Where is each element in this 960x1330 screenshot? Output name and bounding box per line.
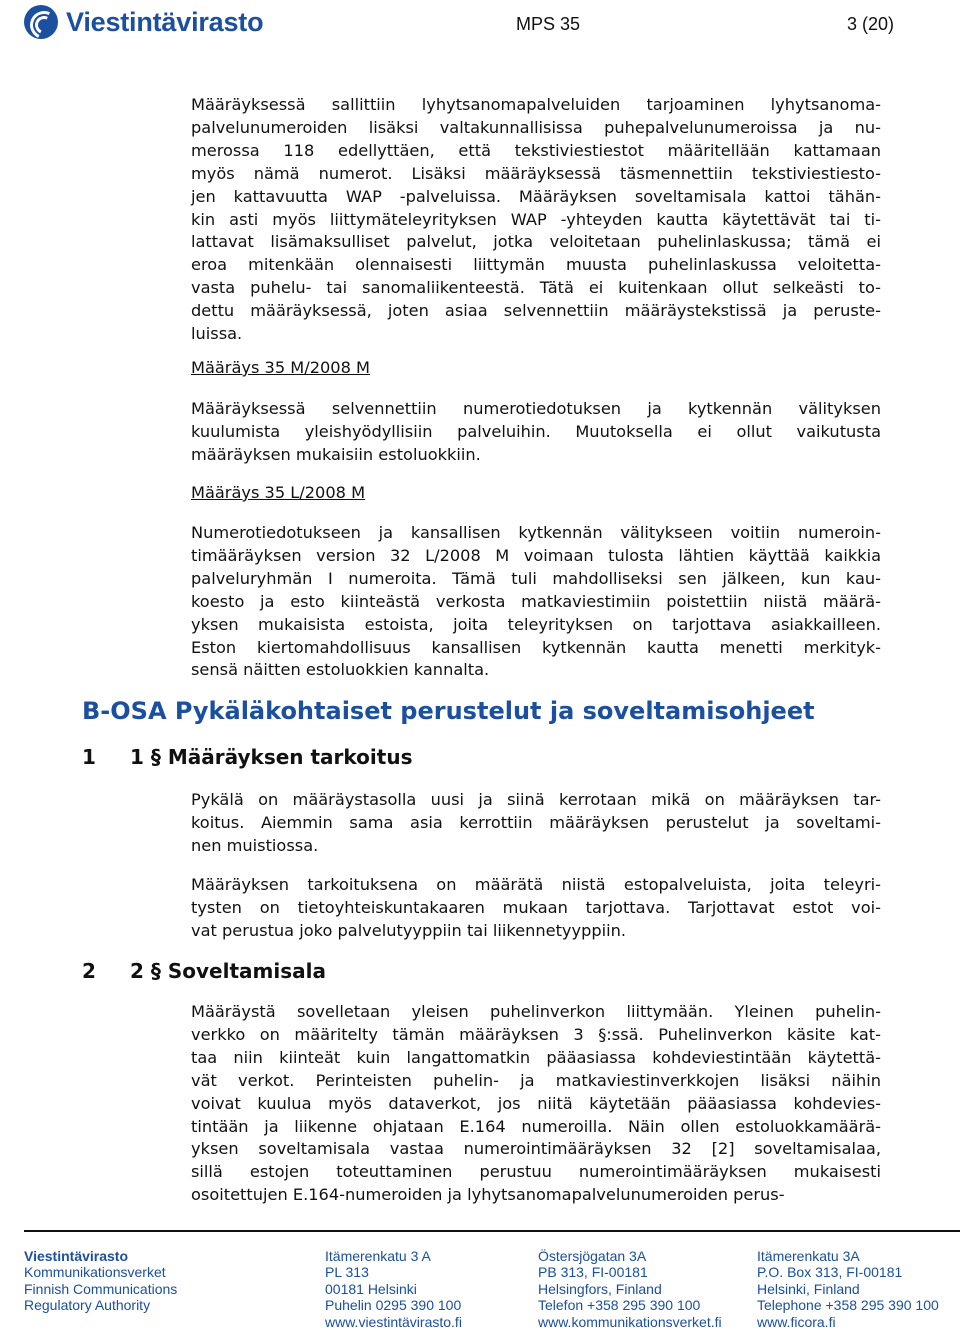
footer-text: PB 313, FI-00181 [538, 1264, 648, 1281]
text-line: luissa. [191, 324, 243, 344]
text-line: eroa mitenkään olennaisesti liittymän muusta puhelinlaskussa veloitetta- [191, 255, 881, 275]
paragraph-scope [191, 1001, 881, 1207]
section-title: 2 § Soveltamisala [130, 959, 326, 983]
footer-link[interactable]: www.ficora.fi [757, 1313, 836, 1330]
text-line: voivat kuulua myös dataverkot, jos niitä käytetään pääasiassa kohdevies- [191, 1093, 881, 1113]
page-header [0, 0, 960, 50]
paragraph-purpose-1 [191, 789, 881, 858]
footer-text: Itämerenkatu 3 A [325, 1248, 431, 1264]
section-b-title: B-OSA Pykäläkohtaiset perustelut ja soveltamisohjeet [82, 697, 815, 725]
footer-link[interactable]: www.kommunikationsverket.fi [538, 1313, 722, 1330]
text-line: merossa 118 edellyttäen, että tekstiviestiestot määritellään kattamaan [191, 140, 881, 160]
text-line: palvelunumeroiden lisäksi valtakunnallisissa puhepalvelunumeroissa ja nu- [191, 117, 881, 137]
text-line: palveluryhmän I numeroita. Tämä tuli mahdolliseksi sen jälkeen, kun kau- [191, 568, 881, 588]
footer-address-sv [538, 1248, 722, 1330]
text-line: koesto ja esto kiinteästä verkosta matkaviestimiin poistettiin niistä määrä- [191, 591, 881, 611]
text-line: Eston kiertomahdollisuus kansallisen kytkennän kautta menetti merkityk- [191, 637, 881, 657]
text-line: timääräyksen version 32 L/2008 M voimaan tulosta lähtien käyttää kaikkia [191, 545, 881, 565]
footer-text: Viestintävirasto [24, 1248, 129, 1264]
footer-text: Itämerenkatu 3A [757, 1248, 860, 1264]
text-line: jen kattavuutta WAP -palveluissa. Määräyksen soveltamisala kattoi tähän- [191, 186, 881, 206]
section-1-heading [82, 745, 412, 769]
text-line: Määräystä sovelletaan yleisen puhelinverkon liittymään. Yleinen puhelin- [191, 1002, 881, 1021]
paragraph-35m [191, 398, 881, 467]
agency-logo [24, 4, 263, 40]
text-line: sillä estojen toteuttaminen perustuu numerointimääräyksen mukaisesti [191, 1162, 881, 1182]
footer-text: Kommunikationsverket [24, 1264, 166, 1281]
section-number: 1 [82, 745, 96, 769]
page-indicator: 3 (20) [846, 14, 894, 34]
logo-emblem-icon [24, 5, 58, 39]
text-line: sensä näitten estoluokkien kannalta. [191, 660, 490, 680]
text-line: Määräyksessä selvennettiin numerotiedotuksen ja kytkennän välityksen [191, 399, 881, 418]
text-line: yksen soveltamisala vastaa numerointimääräyksen 32 [2] soveltamisalaa, [191, 1139, 881, 1159]
text-line: kuulumista yleishyödyllisiin palveluihin. Muutoksella ei ollut vaikutusta [191, 421, 881, 441]
footer-text: 00181 Helsinki [325, 1280, 417, 1297]
text-line: nen muistiossa. [191, 835, 319, 855]
text-line: verkko on määritelty tämän määräyksen 3 §:ssä. Puhelinverkon käsite kat- [191, 1024, 881, 1044]
paragraph-purpose-2 [191, 874, 881, 943]
footer-text: Finnish Communications [24, 1280, 178, 1297]
text-line: Määräyksessä sallittiin lyhytsanomapalveluiden tarjoaminen lyhytsanoma- [191, 95, 881, 114]
text-line: tintään ja liikenne ohjataan E.164 numeroilla. Näin ollen estoluokkamäärä- [191, 1116, 881, 1136]
footer-text: Östersjögatan 3A [538, 1248, 647, 1264]
section-title: 1 § Määräyksen tarkoitus [130, 745, 413, 769]
text-line: dettu määräyksessä, joten asiaa selvennettiin määräystekstissä ja peruste- [191, 301, 881, 321]
text-line: Numerotiedotukseen ja kansallisen kytkennän välitykseen voitiin numeroin- [191, 523, 881, 542]
section-2-heading [82, 959, 326, 983]
paragraph-35l [191, 522, 881, 682]
footer-text: PL 313 [325, 1264, 369, 1281]
text-line: yksen mukaisista estoista, joita teleyrityksen on tarjottava asiakkailleen. [191, 614, 881, 634]
subheading-35m: Määräys 35 M/2008 M [191, 358, 371, 377]
text-line: kin asti myös liittymäteleyrityksen WAP -yhteyden kautta käytettävät tai ti- [191, 209, 881, 229]
text-line: vät verkot. Perinteisten puhelin- ja matkaviestinverkkojen lisäksi näihin [191, 1070, 881, 1090]
paragraph-intro [191, 94, 881, 346]
text-line: tysten on tietoyhteiskuntakaaren mukaan tarjottava. Tarjottavat estot voi- [191, 897, 881, 917]
logo-text: Viestintävirasto [66, 6, 264, 37]
footer-text: Telephone +358 295 390 100 [757, 1297, 939, 1314]
footer-text: P.O. Box 313, FI-00181 [757, 1264, 903, 1281]
section-number: 2 [82, 959, 96, 983]
footer-text: Puhelin 0295 390 100 [325, 1297, 462, 1314]
text-line: vat perustua joko palvelutyyppiin tai liikennetyyppiin. [191, 920, 627, 940]
footer-agency-names [24, 1248, 177, 1314]
footer-link[interactable]: www.viestintävirasto.fi [325, 1313, 462, 1330]
document-id: MPS 35 [516, 14, 581, 34]
footer-text: Telefon +358 295 390 100 [538, 1297, 701, 1314]
subheading-35l: Määräys 35 L/2008 M [191, 483, 366, 502]
footer-divider [24, 1230, 960, 1232]
text-line: Pykälä on määräystasolla uusi ja siinä kerrotaan mikä on määräyksen tar- [191, 790, 881, 809]
footer-address-fi [325, 1248, 462, 1330]
text-line: koitus. Aiemmin sama asia kerrottiin määräyksen perustelut ja soveltami- [191, 812, 881, 832]
text-line: vasta puhelu- tai sanomaliikenteestä. Tätä ei kuitenkaan ollut selkeästi to- [191, 278, 881, 298]
footer-address-en [757, 1248, 939, 1330]
text-line: myös nämä numerot. Lisäksi määräyksessä täsmennettiin tekstiviestiesto- [191, 163, 881, 183]
text-line: määräyksen mukaisiin estoluokkiin. [191, 444, 481, 464]
text-line: lattavat lisämaksulliset palvelut, jotka veloitetaan puhelinlaskussa; tämä ei [191, 232, 881, 252]
text-line: osoitettujen E.164-numeroiden ja lyhytsanomapalvelunumeroiden perus- [191, 1185, 785, 1205]
text-line: taa niin kiinteät kuin langattomatkin pääasiassa kohdeviestintään käytettä- [191, 1047, 881, 1067]
text-line: Määräyksen tarkoituksena on määrätä niistä estopalveluista, joita teleyri- [191, 875, 881, 894]
footer-text: Helsingfors, Finland [538, 1280, 662, 1297]
footer-text: Regulatory Authority [24, 1297, 151, 1314]
footer-text: Helsinki, Finland [757, 1280, 860, 1297]
